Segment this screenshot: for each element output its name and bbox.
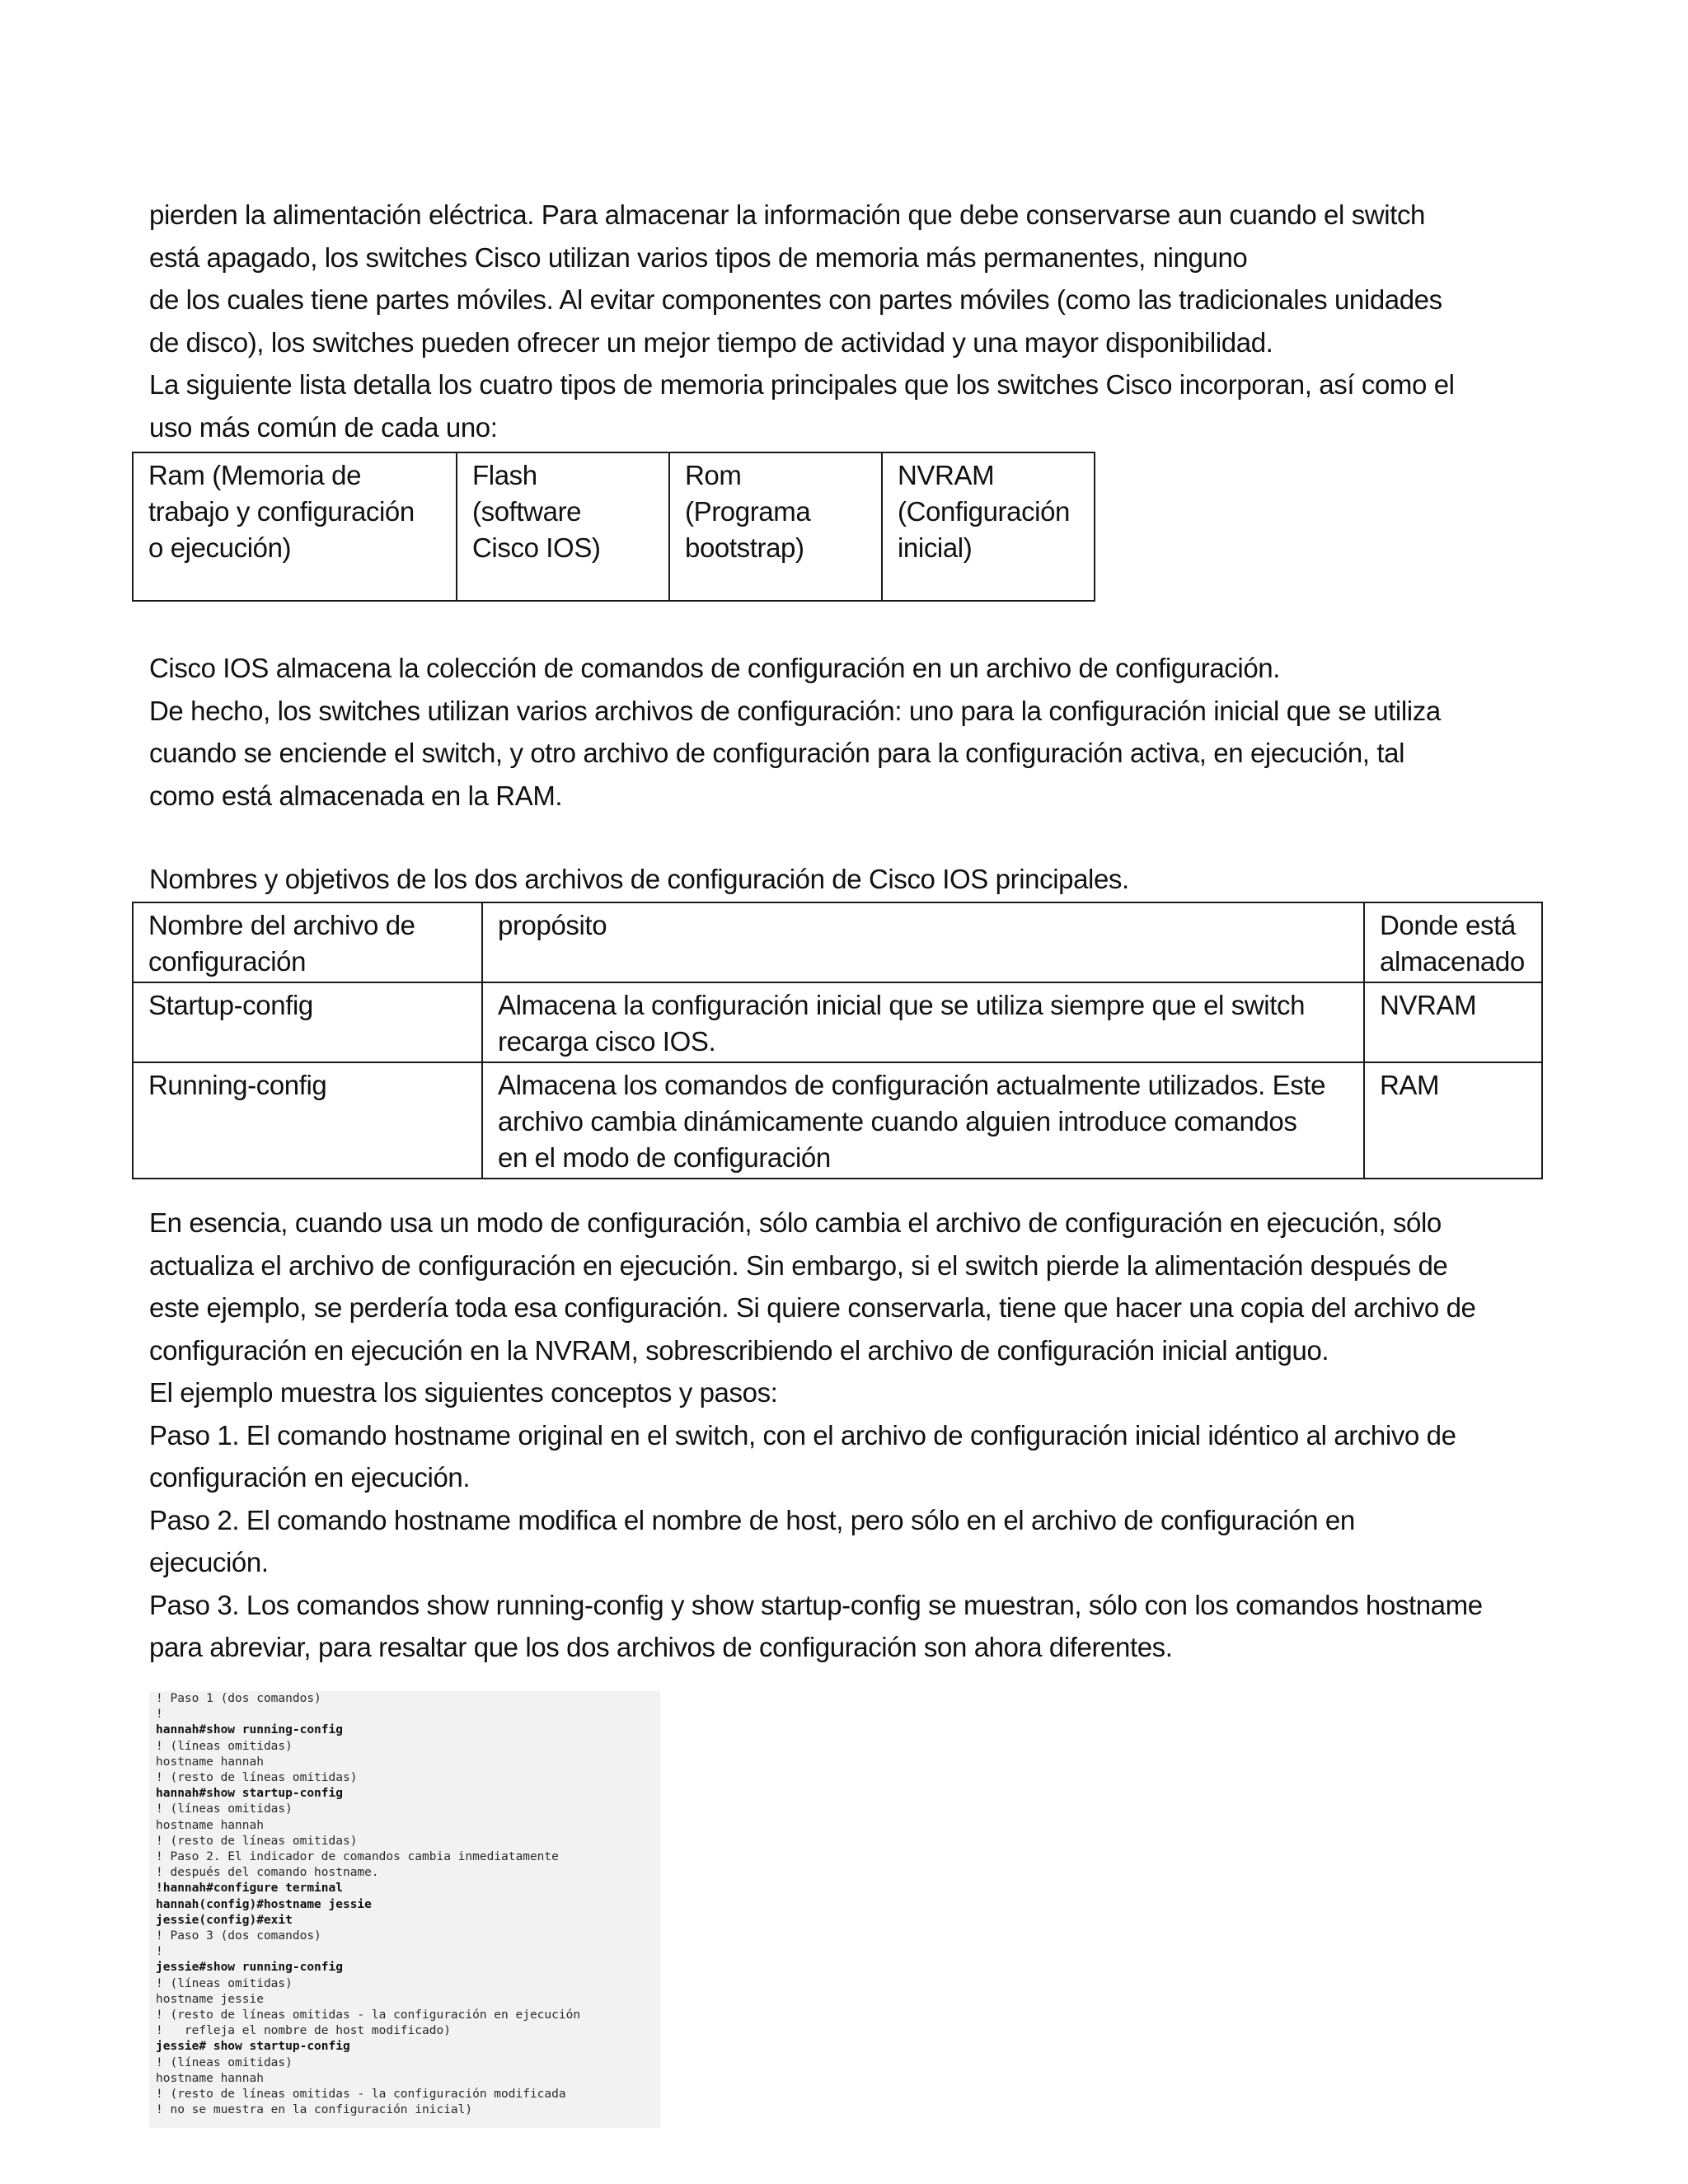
console-line: ! (líneas omitidas): [156, 1739, 293, 1753]
console-output-image: [149, 1691, 660, 2128]
console-line: hostname jessie: [156, 1992, 264, 2006]
console-line: jessie# show startup-config: [156, 2040, 350, 2054]
console-line: ! después del comando hostname.: [156, 1866, 379, 1880]
text-line: En esencia, cuando usa un modo de configuración, sólo cambia el archivo de configuración en ejecución, sólo: [149, 1207, 1442, 1238]
console-line: ! (líneas omitidas): [156, 1802, 293, 1816]
console-line: ! (resto de líneas omitidas - la configuración modificada: [156, 2088, 566, 2102]
console-line: ! (resto de líneas omitidas): [156, 1771, 358, 1785]
console-line: hannah#show running-config: [156, 1723, 343, 1737]
table-cell: Almacena la configuración inicial que se utiliza siempre que el switch recarga cisco IOS.: [482, 982, 1364, 1062]
console-line: !: [156, 1945, 163, 1959]
text-line: para abreviar, para resaltar que los dos archivos de configuración son ahora diferentes.: [149, 1632, 1173, 1662]
memory-cell-flash: Flash (software Cisco IOS): [457, 452, 669, 601]
memory-cell-nvram: NVRAM (Configuración inicial): [882, 452, 1095, 601]
console-line: ! no se muestra en la configuración inicial): [156, 2103, 473, 2117]
console-line: hannah(config)#hostname jessie: [156, 1897, 372, 1911]
text-line: El ejemplo muestra los siguientes conceptos y pasos:: [149, 1377, 778, 1408]
files-caption: Nombres y objetivos de los dos archivos de configuración de Cisco IOS principales.: [149, 864, 1129, 894]
console-line: ! (resto de líneas omitidas - la configuración en ejecución: [156, 2008, 581, 2022]
header-cell: Nombre del archivo de configuración: [133, 902, 482, 982]
console-line: ! Paso 1 (dos comandos): [156, 1692, 321, 1705]
console-line: hostname hannah: [156, 2071, 264, 2085]
intro-paragraph: [149, 194, 1550, 448]
text-line: Paso 2. El comando hostname modifica el nombre de host, pero sólo en el archivo de configuración en: [149, 1504, 1355, 1535]
console-line: jessie(config)#exit: [156, 1913, 293, 1927]
memory-types-table: [132, 452, 1095, 602]
text-line: pierden la alimentación eléctrica. Para almacenar la información que debe conservarse aun cuando el switch: [149, 199, 1425, 230]
table-cell: Running-config: [133, 1062, 482, 1179]
text-line: configuración en ejecución en la NVRAM, sobrescribiendo el archivo de configuración inicial antiguo.: [149, 1334, 1329, 1366]
text-line: configuración en ejecución.: [149, 1462, 471, 1493]
console-line: ! (líneas omitidas): [156, 1976, 293, 1990]
text-line: como está almacenada en la RAM.: [149, 780, 563, 811]
text-line: de los cuales tiene partes móviles. Al evitar componentes con partes móviles (como las tradicionales unidades: [149, 284, 1442, 315]
table-cell: Almacena los comandos de configuración actualmente utilizados. Este archivo cambia dinámicamente cuando alguien introduce comandos en el modo de configuración: [482, 1062, 1364, 1179]
text-line: ejecución.: [149, 1547, 269, 1577]
table-cell: Startup-config: [133, 982, 482, 1062]
table-cell: RAM: [1364, 1062, 1542, 1179]
console-line: !hannah#configure terminal: [156, 1882, 343, 1896]
text-line: La siguiente lista detalla los cuatro tipos de memoria principales que los switches Cisco incorporan, así como el: [149, 369, 1455, 400]
table-row: [133, 1062, 1542, 1179]
console-line: hannah#show startup-config: [156, 1787, 343, 1801]
text-line: actualiza el archivo de configuración en ejecución. Sin embargo, si el switch pierde la alimentación después de: [149, 1249, 1448, 1281]
console-line: ! (líneas omitidas): [156, 2055, 293, 2069]
table-row: [133, 452, 1095, 601]
text-line: este ejemplo, se perdería toda esa configuración. Si quiere conservarla, tiene que hacer una copia del archivo de: [149, 1292, 1476, 1323]
console-line: hostname hannah: [156, 1755, 264, 1769]
text-line: está apagado, los switches Cisco utilizan varios tipos de memoria más permanentes, ninguno: [149, 241, 1248, 273]
text-line: cuando se enciende el switch, y otro archivo de configuración para la configuración activa, en ejecución, tal: [149, 738, 1404, 768]
text-line: Cisco IOS almacena la colección de comandos de configuración en un archivo de configuración.: [149, 653, 1281, 683]
text-line: de disco), los switches pueden ofrecer un mejor tiempo de actividad y una mayor disponibilidad.: [149, 326, 1273, 358]
console-line: hostname hannah: [156, 1818, 264, 1832]
memory-cell-ram: Ram (Memoria de trabajo y configuración o ejecución): [133, 452, 457, 601]
text-line: uso más común de cada uno:: [149, 411, 498, 443]
memory-cell-rom: Rom (Programa bootstrap): [669, 452, 882, 601]
table-cell: NVRAM: [1364, 982, 1542, 1062]
table-row: [133, 982, 1542, 1062]
console-line: ! Paso 3 (dos comandos): [156, 1929, 321, 1943]
text-line: Paso 1. El comando hostname original en el switch, con el archivo de configuración inicial idéntico al archivo de: [149, 1419, 1456, 1451]
config-files-table: [132, 902, 1543, 1179]
config-paragraph: [149, 647, 1550, 817]
console-line: ! (resto de líneas omitidas): [156, 1834, 358, 1848]
console-line: ! refleja el nombre de host modificado): [156, 2024, 451, 2038]
text-line: Paso 3. Los comandos show running-config y show startup-config se muestran, sólo con los comandos hostname: [149, 1589, 1483, 1620]
console-line: !: [156, 1708, 163, 1722]
essence-paragraph: [149, 1202, 1550, 1669]
console-line: jessie#show running-config: [156, 1961, 343, 1975]
console-line: ! Paso 2. El indicador de comandos cambia inmediatamente: [156, 1850, 559, 1864]
header-cell: Donde está almacenado: [1364, 902, 1542, 982]
header-cell: propósito: [482, 902, 1364, 982]
table-header-row: [133, 902, 1542, 982]
text-line: De hecho, los switches utilizan varios archivos de configuración: uno para la configuración inicial que se utiliza: [149, 695, 1441, 726]
